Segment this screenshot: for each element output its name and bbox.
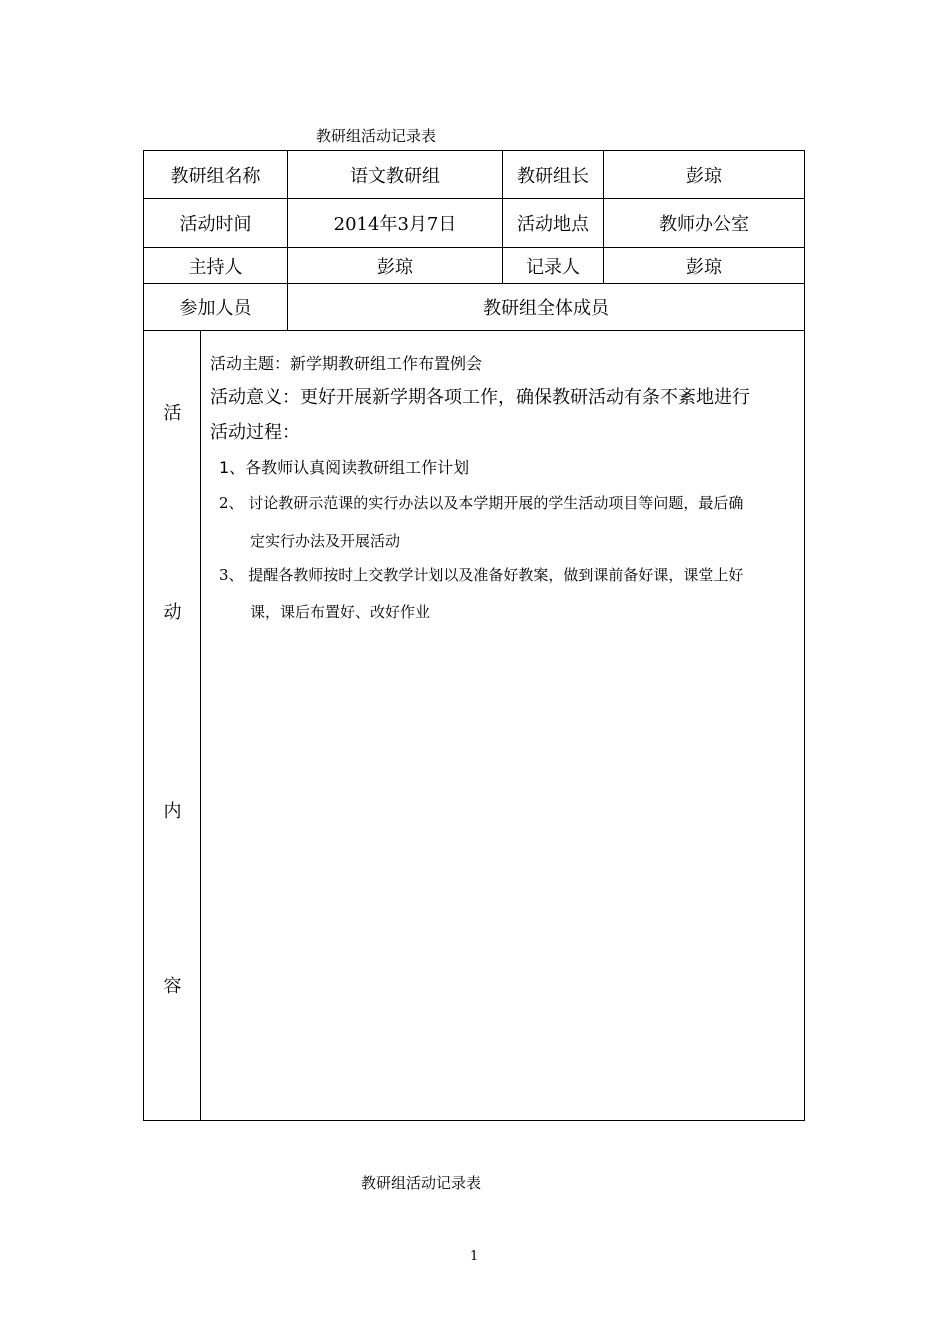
side-label-char: 活 <box>163 403 182 424</box>
process-item-3-continued: 课，课后布置好、改好作业 <box>250 603 431 621</box>
value-recorder: 彭琼 <box>686 256 722 278</box>
activity-theme: 活动主题：新学期教研组工作布置例会 <box>210 354 483 373</box>
value-group-name: 语文教研组 <box>350 165 440 187</box>
label-activity-time: 活动时间 <box>179 214 252 235</box>
activity-process-label: 活动过程： <box>210 422 300 443</box>
label-group-leader: 教研组长 <box>517 165 589 187</box>
process-item-2: 2、 讨论教研示范课的实行办法以及本学期开展的学生活动项目等问题，最后确 <box>219 494 744 512</box>
value-activity-time: 2014年3月7日 <box>333 214 457 235</box>
document-title-repeat: 教研组活动记录表 <box>361 1174 482 1192</box>
activity-significance: 活动意义：更好开展新学期各项工作，确保教研活动有条不紊地进行 <box>210 387 750 408</box>
value-group-leader: 彭琼 <box>686 165 722 187</box>
side-label-char: 内 <box>163 801 182 822</box>
document-title: 教研组活动记录表 <box>316 127 437 145</box>
label-recorder: 记录人 <box>526 256 580 278</box>
label-activity-place: 活动地点 <box>517 214 589 235</box>
process-item-3: 3、 提醒各教师按时上交教学计划以及准备好教案，做到课前备好课，课堂上好 <box>219 566 744 584</box>
table-col-divider <box>200 330 201 1121</box>
process-item-2-continued: 定实行办法及开展活动 <box>250 532 401 550</box>
side-label-char: 动 <box>163 602 182 623</box>
table-border-right <box>804 150 805 1121</box>
value-participants: 教研组全体成员 <box>483 298 609 319</box>
label-participants: 参加人员 <box>179 298 252 319</box>
table-rule <box>143 330 805 331</box>
side-label-char: 容 <box>163 976 182 997</box>
value-host: 彭琼 <box>377 256 413 278</box>
table-border-bottom <box>143 1120 805 1121</box>
page-number: 1 <box>470 1249 479 1264</box>
value-activity-place: 教师办公室 <box>659 214 749 235</box>
process-item-1: 1、各教师认真阅读教研组工作计划 <box>219 458 470 477</box>
label-host: 主持人 <box>188 256 243 278</box>
label-group-name: 教研组名称 <box>170 165 261 187</box>
